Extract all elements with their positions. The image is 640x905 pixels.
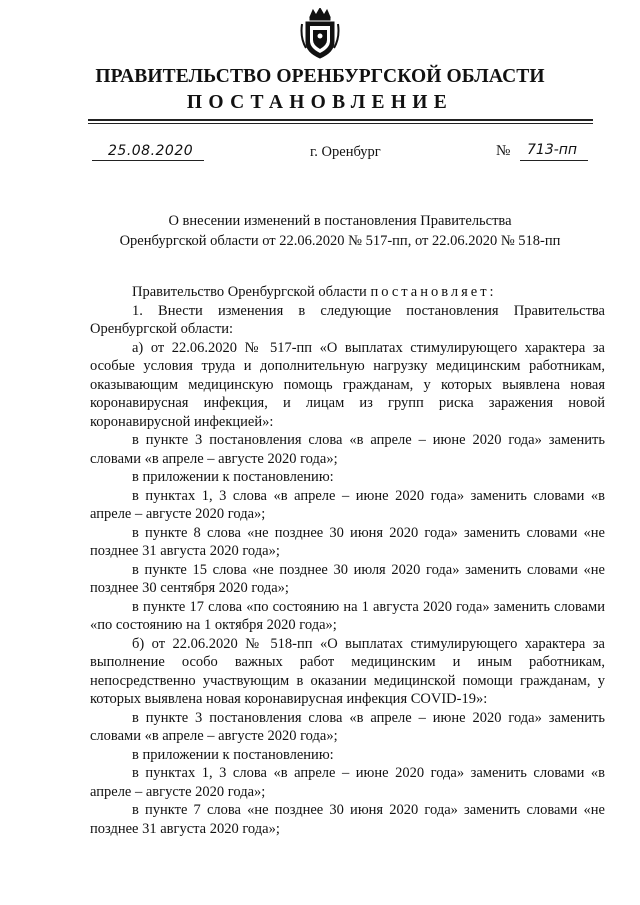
paragraph: в пунктах 1, 3 слова «в апреле – июне 2020 года» заменить словами «в апреле – августе 2020 года»; (90, 487, 605, 522)
paragraph: в пункте 3 постановления слова «в апреле – июне 2020 года» заменить словами «в апреле – августе 2020 года»; (90, 709, 605, 744)
document-body (90, 283, 605, 838)
organization-title: ПРАВИТЕЛЬСТВО ОРЕНБУРГСКОЙ ОБЛАСТИ (95, 66, 545, 87)
intro-decree-word: постановляет: (370, 284, 497, 300)
number-underline (520, 160, 588, 161)
paragraph: в пункте 3 постановления слова «в апреле – июне 2020 года» заменить словами «в апреле – августе 2020 года»; (90, 432, 605, 467)
paragraph: в пункте 15 слова «не позднее 30 июля 2020 года» заменить словами «не позднее 30 сентября 2020 года»; (90, 561, 605, 596)
paragraph: в пункте 7 слова «не позднее 30 июня 2020 года» заменить словами «не позднее 31 августа 2020 года»; (90, 802, 605, 837)
paragraph: в пункте 8 слова «не позднее 30 июня 2020 года» заменить словами «не позднее 31 августа 2020 года»; (90, 524, 605, 559)
paragraph: а) от 22.06.2020 № 517-пп «О выплатах стимулирующего характера за особые условия труда и дополнительную нагрузку медицинским работникам, оказывающим медицинскую помощь гражданам, у которых выявлена новая коронавирусная инфекция, и лицам из групп риска заражения новой коронавирусной инфекцией»: (90, 339, 605, 430)
paragraph: в приложении к постановлению: (132, 746, 334, 763)
subject-line-2: Оренбургской области от 22.06.2020 № 517-пп, от 22.06.2020 № 518-пп (119, 233, 561, 249)
paragraph: в пункте 17 слова «по состоянию на 1 августа 2020 года» заменить словами «по состоянию на 1 октября 2020 года»; (90, 598, 605, 633)
paragraph: в пунктах 1, 3 слова «в апреле – июне 2020 года» заменить словами «в апреле – августе 2020 года»; (90, 765, 605, 800)
number-sign: № (496, 143, 511, 159)
oblast-coat-of-arms-icon (300, 8, 340, 60)
paragraph: в приложении к постановлению: (132, 469, 334, 485)
document-date: 25.08.2020 (108, 143, 194, 159)
date-underline (92, 160, 204, 161)
intro-prefix: Правительство Оренбургской области (132, 284, 371, 300)
paragraph: б) от 22.06.2020 № 518-пп «О выплатах стимулирующего характера за выполнение особо важных работ медицинским и иным работникам, непосредственно участвующим в оказании медицинской помощи гражданам, у которых выявлена новая коронавирусная инфекция COVID-19»: (90, 635, 605, 707)
paragraph: 1. Внести изменения в следующие постановления Правительства Оренбургской области: (90, 302, 605, 337)
document-type: ПОСТАНОВЛЕНИЕ (186, 92, 454, 113)
header-divider (88, 119, 593, 121)
header-divider-thin (88, 123, 593, 124)
subject-line-1: О внесении изменений в постановления Правительства (168, 213, 512, 229)
document-number: 713-пп (527, 142, 578, 158)
document-city: г. Оренбург (310, 144, 381, 160)
document-subject (90, 211, 590, 251)
intro-paragraph (90, 283, 605, 302)
